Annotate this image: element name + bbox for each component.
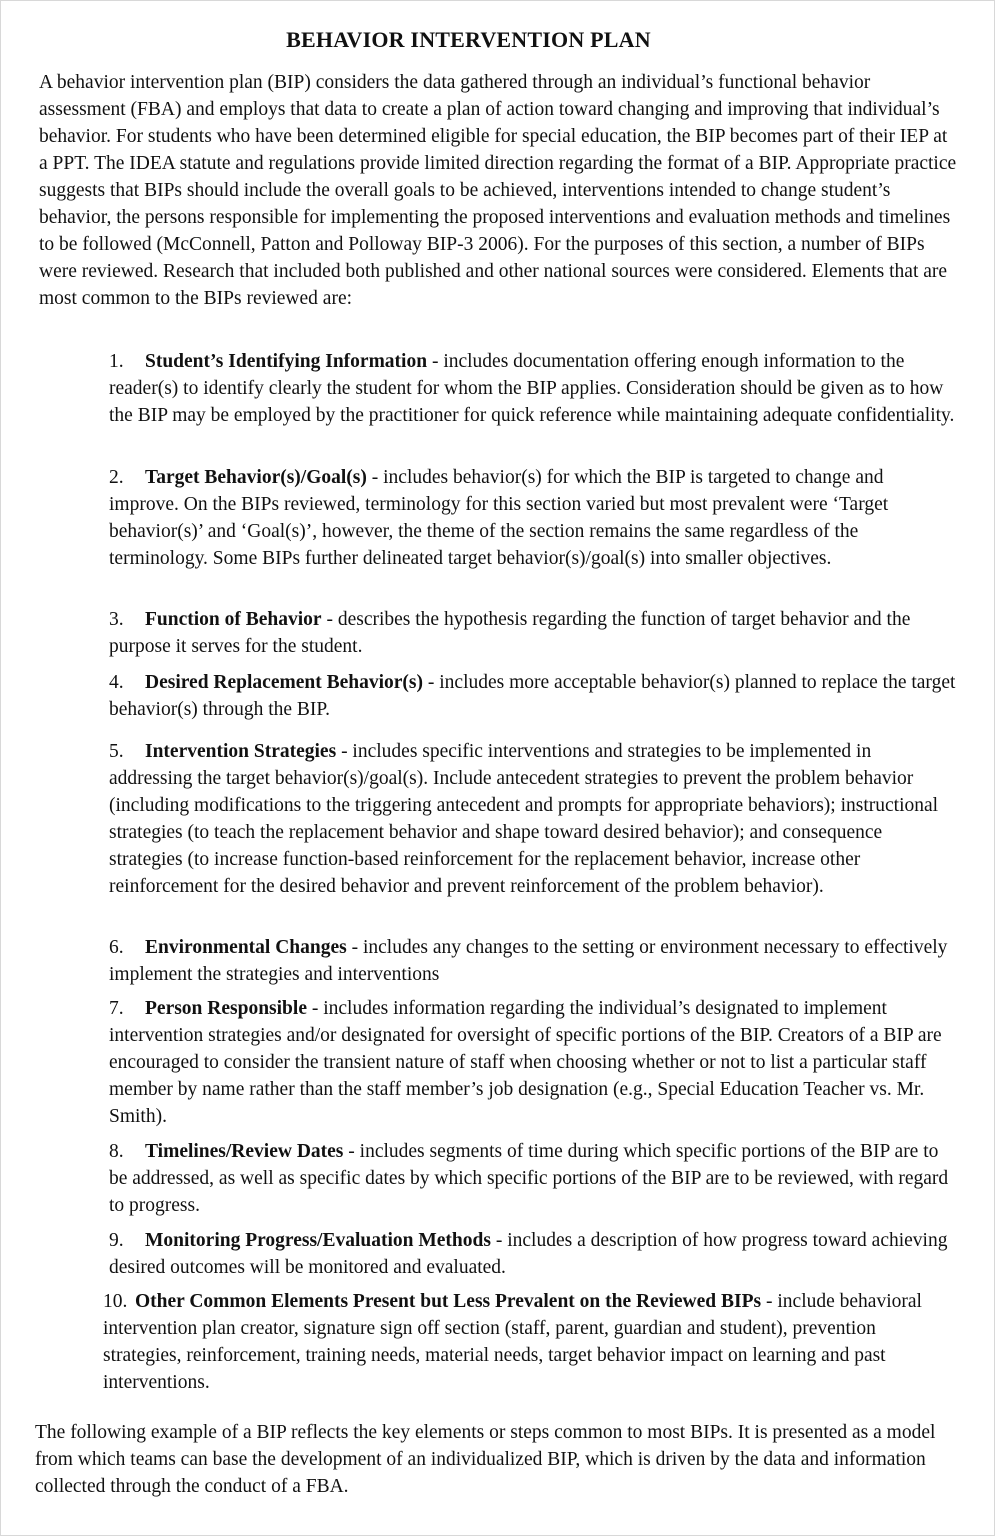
list-item-term: Desired Replacement Behavior(s) — [145, 672, 423, 693]
list-item-number: 1. — [109, 351, 124, 372]
list-item-number: 8. — [109, 1141, 124, 1162]
list-item-term: Timelines/Review Dates — [145, 1141, 344, 1162]
list-item — [109, 606, 957, 660]
list-item-description: - includes information regarding the individual’s designated to implement intervention strategies and/or designated for oversight of specific portions of the BIP. Creators of a BIP are encouraged to consider the transient nature of staff when choosing whether or not to list a particular staff member by name rather than the staff member’s job designation (e.g., Special Education Teacher vs. Mr. Smith). — [109, 998, 942, 1127]
list-item-number: 6. — [109, 937, 124, 958]
list-item-term: Person Responsible — [145, 998, 307, 1019]
page-title: BEHAVIOR INTERVENTION PLAN — [286, 27, 651, 52]
intro-paragraph: A behavior intervention plan (BIP) considers the data gathered through an individual’s functional behavior assessment (FBA) and employs that data to create a plan of action toward changing and improving that individual’s behavior. For students who have been determined eligible for special education, the BIP becomes part of their IEP at a PPT. The IDEA statute and regulations provide limited direction regarding the format of a BIP. Appropriate practice suggests that BIPs should include the overall goals to be achieved, interventions intended to change student’s behavior, the persons responsible for implementing the proposed interventions and evaluation methods and timelines to be followed (McConnell, Patton and Polloway BIP-3 2006). For the purposes of this section, a number of BIPs were reviewed. Research that included both published and other national sources were considered. Elements that are most common to the BIPs reviewed are: — [39, 72, 957, 309]
list-item-description: - includes segments of time during which specific portions of the BIP are to be addressed, as well as specific dates by which specific portions of the BIP are to be reviewed, with regard to progress. — [109, 1141, 949, 1216]
list-item-description: - includes documentation offering enough information to the reader(s) to identify clearly the student for whom the BIP applies. Consideration should be given as to how the BIP may be employed by the practitioner for quick reference while maintaining adequate confidentiality. — [109, 351, 955, 426]
list-item — [109, 934, 957, 988]
list-item-number: 10. — [103, 1291, 128, 1312]
list-item — [109, 1227, 957, 1281]
list-item-description: - includes more acceptable behavior(s) planned to replace the target behavior(s) through the BIP. — [109, 672, 956, 720]
list-item-description: - includes any changes to the setting or environment necessary to effectively implement the strategies and interventions — [109, 937, 948, 985]
list-item-number: 5. — [109, 741, 124, 762]
list-item — [109, 464, 957, 572]
list-item — [109, 738, 957, 900]
outro-paragraph: The following example of a BIP reflects the key elements or steps common to most BIPs. It is presented as a model from which teams can base the development of an individualized BIP, which is driven by the data and information collected through the conduct of a FBA. — [35, 1422, 936, 1497]
list-item-term: Other Common Elements Present but Less Prevalent on the Reviewed BIPs — [135, 1291, 762, 1312]
list-item-term: Monitoring Progress/Evaluation Methods — [145, 1230, 491, 1251]
list-item-number: 3. — [109, 609, 124, 630]
list-item-description: - include behavioral intervention plan creator, signature sign off section (staff, parent, guardian and student), prevention strategies, reinforcement, training needs, material needs, target behavior impact on learning and past interventions. — [103, 1291, 922, 1393]
list-item-description: - includes a description of how progress toward achieving desired outcomes will be monitored and evaluated. — [109, 1230, 948, 1278]
list-item-number: 2. — [109, 467, 124, 488]
list-item — [109, 348, 957, 429]
list-item-description: - includes specific interventions and strategies to be implemented in addressing the target behavior(s)/goal(s). Include antecedent strategies to prevent the problem behavior (including modifications to the triggering antecedent and prompts for appropriate behaviors); instructional strategies (to teach the replacement behavior and shape toward desired behavior); and consequence strategies (to increase function-based reinforcement for the replacement behavior, increase other reinforcement for the desired behavior and prevent reinforcement of the problem behavior). — [109, 741, 939, 897]
list-item-term: Student’s Identifying Information — [145, 351, 428, 372]
list-item-term: Environmental Changes — [145, 937, 347, 958]
list-item — [109, 669, 957, 723]
list-item-term: Target Behavior(s)/Goal(s) — [145, 467, 367, 488]
list-item-description: - describes the hypothesis regarding the function of target behavior and the purpose it serves for the student. — [109, 609, 911, 657]
list-item — [109, 995, 957, 1130]
list-item-term: Intervention Strategies — [145, 741, 337, 762]
list-item-number: 9. — [109, 1230, 124, 1251]
list-item-term: Function of Behavior — [145, 609, 322, 630]
list-item — [103, 1288, 957, 1396]
list-item — [109, 1138, 957, 1219]
list-item-number: 7. — [109, 998, 124, 1019]
list-item-number: 4. — [109, 672, 124, 693]
list-item-description: - includes behavior(s) for which the BIP is targeted to change and improve. On the BIPs reviewed, terminology for this section varied but most prevalent were ‘Target behavior(s)’ and ‘Goal(s)’, however, the theme of the section remains the same regardless of the terminology. Some BIPs further delineated target behavior(s)/goal(s) into smaller objectives. — [109, 467, 889, 569]
